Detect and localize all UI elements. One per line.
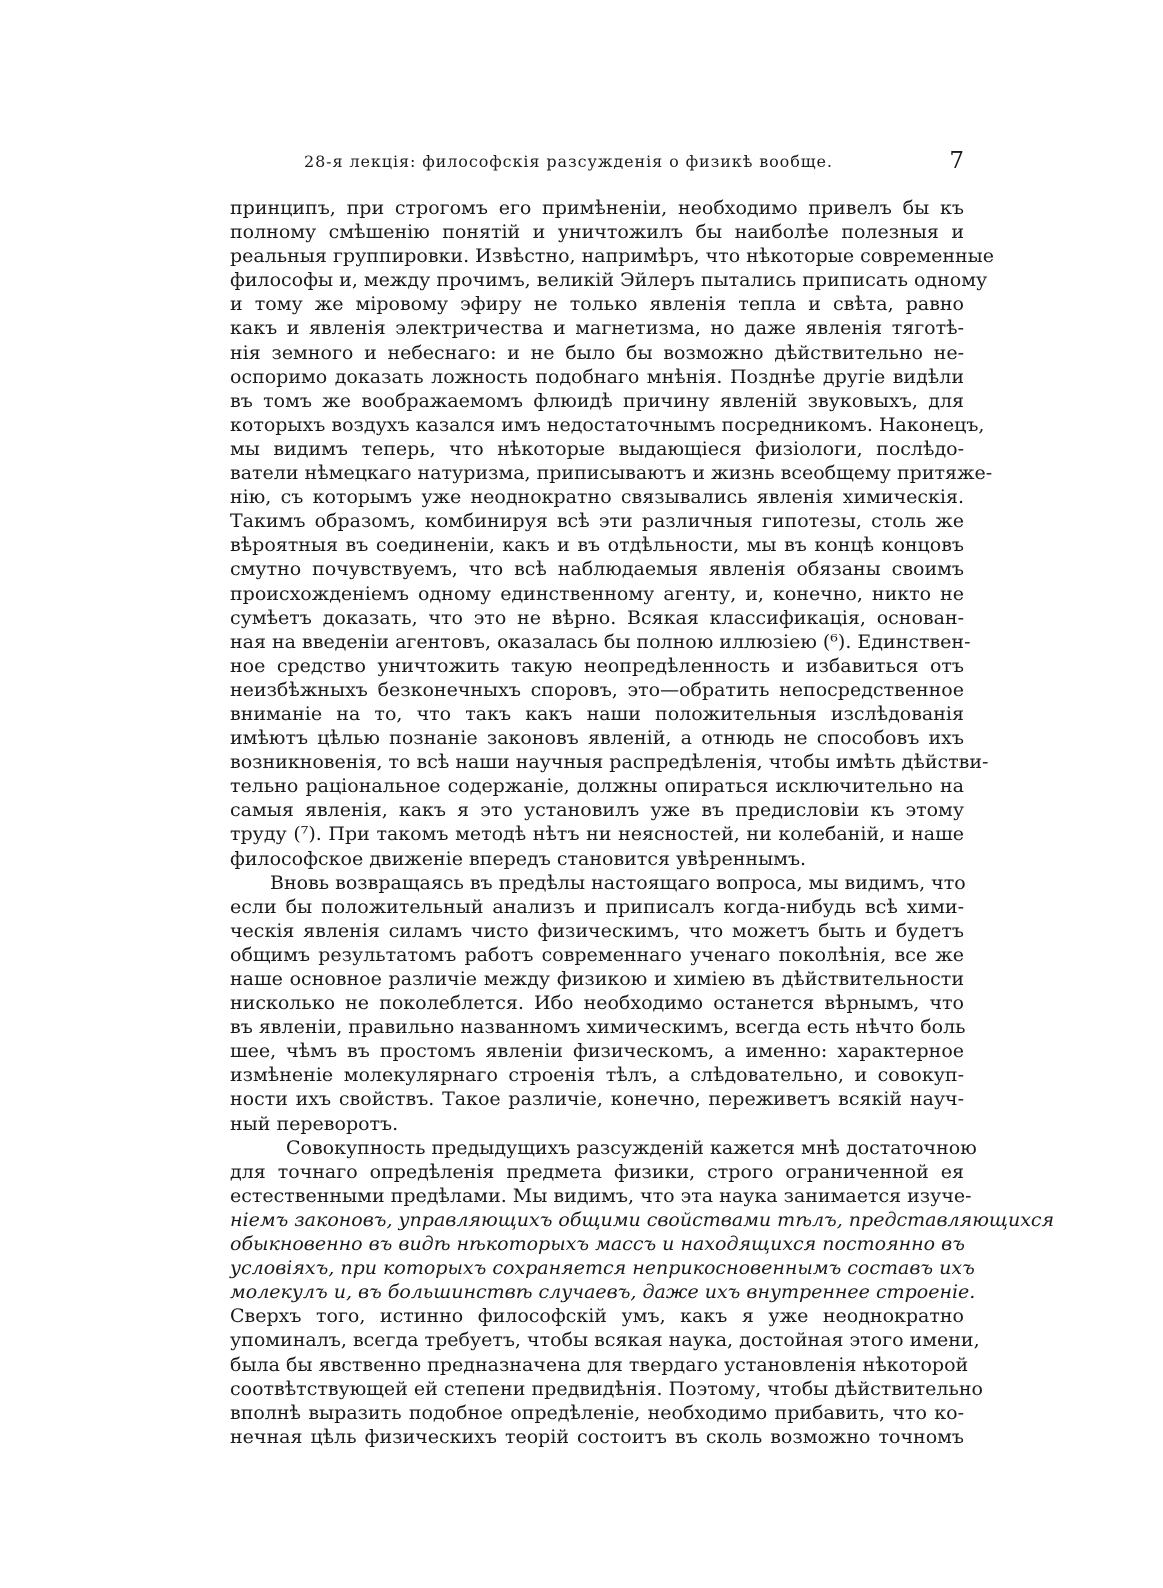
text-line: въ томъ же воображаемомъ флюидѣ причину явленій звуковыхъ, для (230, 389, 964, 412)
page-number: 7 (949, 148, 964, 174)
text-line: была бы явственно предназначена для твердаго установленія нѣкоторой (230, 1353, 969, 1376)
text-line: нисколько не поколеблется. Ибо необходимо останется вѣрнымъ, что (230, 992, 964, 1015)
text-line: имѣютъ цѣлью познаніе законовъ явленій, а отнюдь не способовъ ихъ (230, 727, 964, 750)
text-line: вниманіе на то, что такъ какъ наши положительныя изслѣдованія (230, 702, 964, 725)
text-line: упоминалъ, всегда требуетъ, чтобы всякая наука, достойная этого имени, (230, 1329, 980, 1352)
text-line: наше основное различіе между физикою и химіею въ дѣйствительности (230, 968, 964, 990)
text-line: Совокупность предыдущихъ разсужденій кажется мнѣ достаточною (286, 1136, 977, 1159)
text-line: нечная цѣль физическихъ теорій состоитъ въ сколь возможно точномъ (230, 1425, 964, 1448)
running-head (230, 148, 964, 178)
text-line: сумѣетъ доказать, что это не вѣрно. Всякая классификація, основан- (230, 606, 964, 629)
text-line: мы видимъ теперь, что нѣкоторые выдающіеся физіологи, послѣдо- (230, 437, 964, 460)
text-line: для точнаго опредѣленія предмета физики, строго ограниченной ея (230, 1160, 964, 1183)
text-line: какъ и явленія электричества и магнетизма, но даже явленія тяготѣ- (230, 317, 964, 340)
text-line: философское движеніе впередъ становится увѣреннымъ. (230, 847, 807, 870)
text-line: вѣроятныя въ соединеніи, какъ и въ отдѣльности, мы въ концѣ концовъ (230, 534, 964, 557)
text-line: шее, чѣмъ въ простомъ явленіи физическомъ, а именно: характерное (230, 1040, 964, 1063)
text-line: Такимъ образомъ, комбинируя всѣ эти различныя гипотезы, столь же (230, 510, 964, 533)
text-line: ніемъ законовъ, управляющихъ общими свойствами тѣлъ, представляющихся (230, 1208, 1055, 1231)
text-line: оспоримо доказать ложность подобнаго мнѣнія. Позднѣе другіе видѣли (230, 365, 964, 388)
text-line: ное средство уничтожить такую неопредѣленность и избавиться отъ (230, 654, 964, 677)
text-line: философы и, между прочимъ, великій Эйлеръ пытались приписать одному (230, 269, 988, 292)
body-text (230, 196, 1055, 1449)
text-line: вполнѣ выразить подобное опредѣленіе, необходимо прибавить, что ко- (230, 1401, 964, 1424)
text-line: если бы положительный анализъ и приписалъ когда-нибудь всѣ хими- (230, 895, 964, 918)
text-line: труду (⁷). При такомъ методѣ нѣтъ ни неясностей, ни колебаній, и наше (230, 823, 964, 846)
text-line: измѣненіе молекулярнаго строенія тѣлъ, а слѣдовательно, и совокуп- (230, 1064, 964, 1087)
text-line: нія земного и небеснаго: и не было бы возможно дѣйствительно не- (230, 341, 964, 364)
text-line: возникновенія, то всѣ наши научныя распредѣленія, чтобы имѣть дѣйстви- (230, 751, 989, 774)
text-line: смутно почувствуемъ, что всѣ наблюдаемыя явленія обязаны своимъ (230, 558, 964, 581)
text-line: нію, съ которымъ уже неоднократно связывались явленія химическія. (230, 486, 964, 509)
text-line: реальныя группировки. Извѣстно, напримѣръ, что нѣкоторые современные (230, 245, 995, 268)
text-line: ватели нѣмецкаго натуризма, приписываютъ и жизнь всеобщему притяже- (230, 462, 993, 485)
text-line: которыхъ воздухъ казался имъ недостаточнымъ посредникомъ. Наконецъ, (230, 413, 985, 436)
text-line: происхожденіемъ одному единственному агенту, и, конечно, никто не (230, 582, 964, 605)
text-line: Вновь возвращаясь въ предѣлы настоящаго вопроса, мы видимъ, что (270, 871, 966, 894)
text-line: ности ихъ свойствъ. Такое различіе, конечно, переживетъ всякій науч- (230, 1088, 964, 1111)
running-head-title: 28-я лекція: философскія разсужденія о физикѣ вообще. (304, 152, 833, 171)
text-line: самыя явленія, какъ я это установилъ уже въ предисловіи къ этому (230, 799, 964, 822)
text-line: тельно раціональное содержаніе, должны опираться исключительно на (230, 775, 964, 798)
text-line: ная на введеніи агентовъ, оказалась бы полною иллюзіею (⁶). Единствен- (230, 630, 971, 653)
text-line: обыкновенно въ видѣ нѣкоторыхъ массъ и находящихся постоянно въ (230, 1233, 965, 1256)
text-line: общимъ результатомъ работъ современнаго ученаго поколѣнія, все же (230, 943, 964, 966)
text-line: въ явленіи, правильно названномъ химическимъ, всегда есть нѣчто боль (230, 1016, 966, 1039)
text-line: неизбѣжныхъ безконечныхъ споровъ, это—обратить непосредственное (230, 678, 964, 701)
text-line: Сверхъ того, истинно философскій умъ, какъ я уже неоднократно (230, 1305, 964, 1328)
text-line: естественными предѣлами. Мы видимъ, что эта наука занимается изуче- (230, 1184, 972, 1207)
text-line: принципъ, при строгомъ его примѣненіи, необходимо привелъ бы къ (230, 197, 964, 219)
text-line: ческія явленія силамъ чисто физическимъ, что можетъ быть и будетъ (230, 919, 964, 942)
text-line: полному смѣшенію понятій и уничтожилъ бы наиболѣе полезныя и (230, 221, 964, 244)
text-line: ный переворотъ. (230, 1112, 399, 1135)
text-line: и тому же міровому эфиру не только явленія тепла и свѣта, равно (230, 293, 964, 316)
text-line: условіяхъ, при которыхъ сохраняется неприкосновеннымъ составъ ихъ (230, 1257, 975, 1280)
text-line: соотвѣтствующей ей степени предвидѣнія. Поэтому, чтобы дѣйствительно (230, 1377, 983, 1400)
text-line: молекулъ и, въ большинствѣ случаевъ, даже ихъ внутреннее строеніе. (230, 1281, 976, 1304)
